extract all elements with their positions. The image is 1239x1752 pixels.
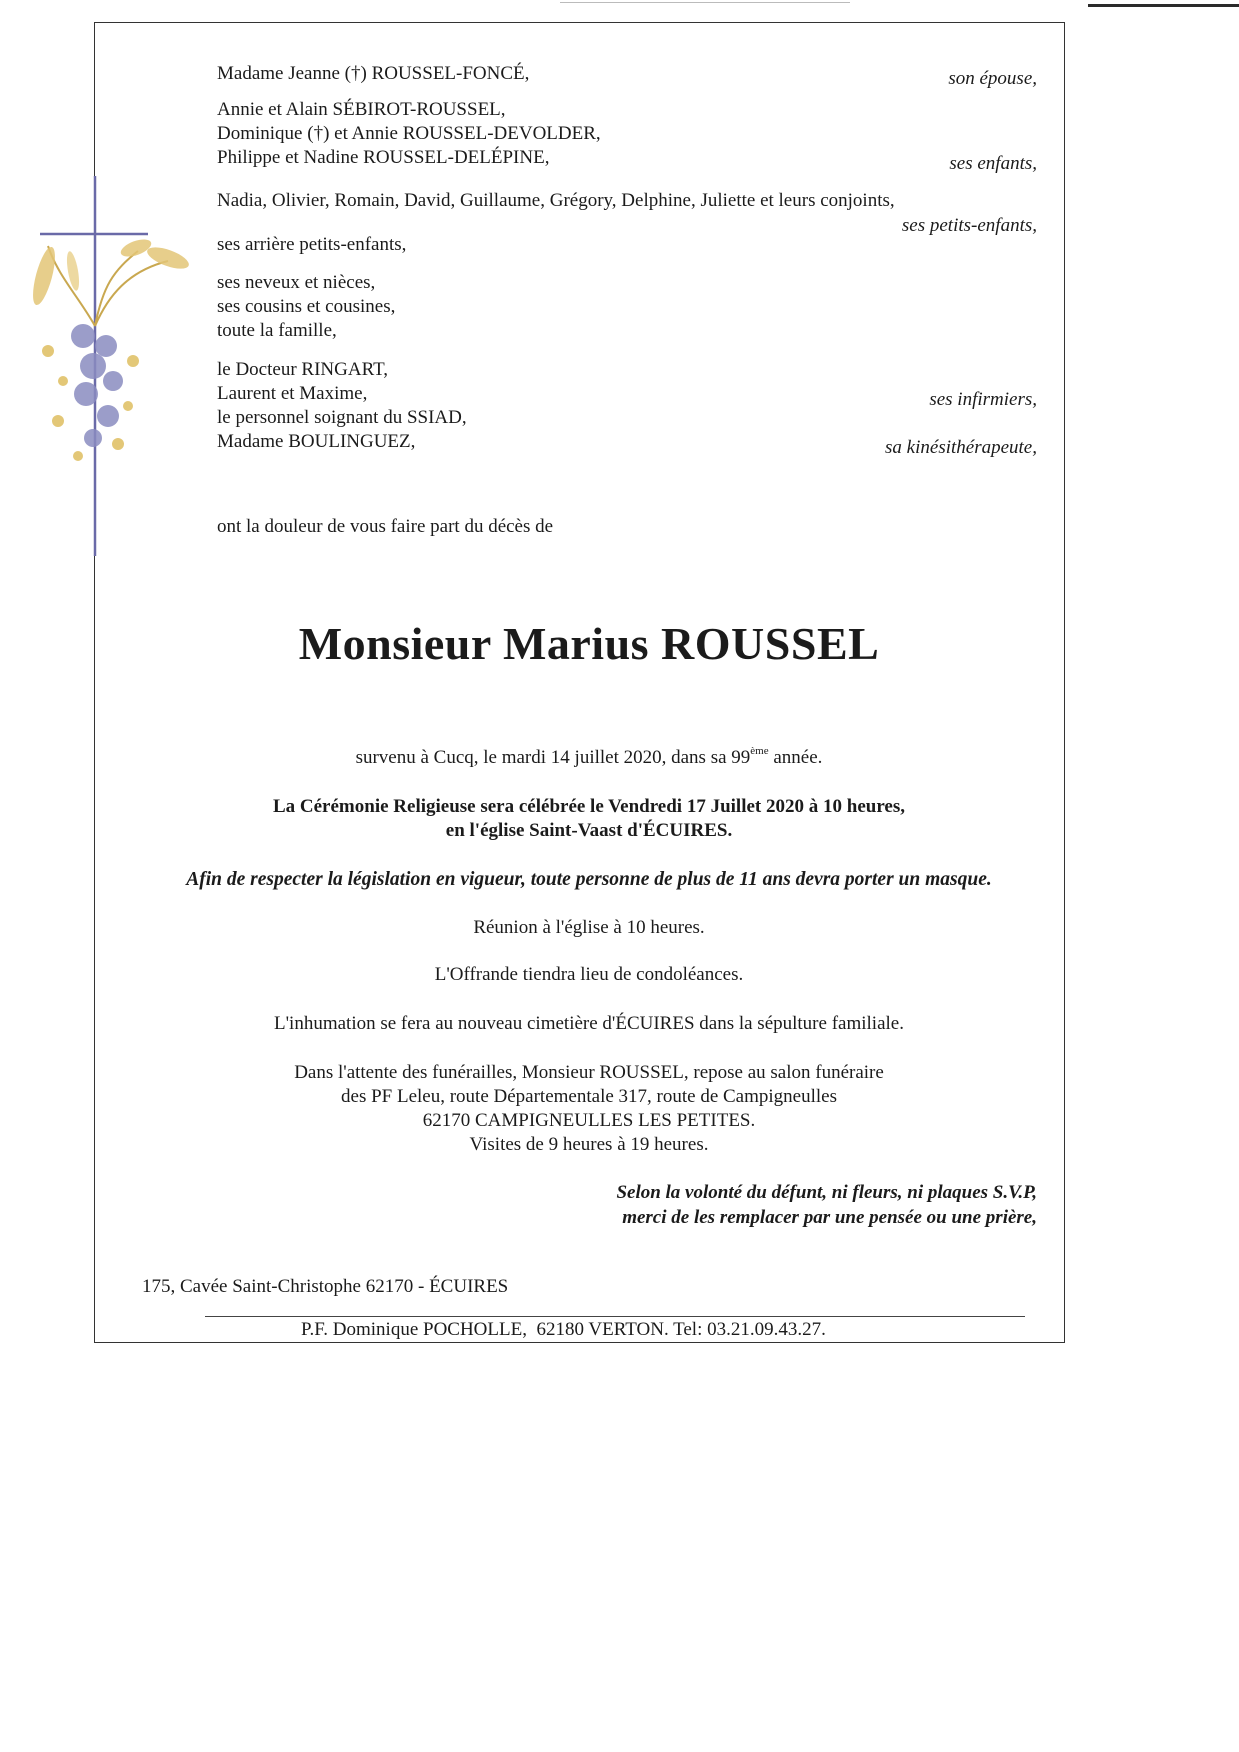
cross-wheat-flowers-icon [18,176,208,556]
caregiver-line-2: Laurent et Maxime, [217,383,368,404]
footer-divider [205,1316,1025,1317]
ceremony-line-1: La Cérémonie Religieuse sera célébrée le Vendredi 17 Juillet 2020 à 10 heures, [272,796,905,817]
burial-line: L'inhumation se fera au nouveau cimetière d'ÉCUIRES dans la sépulture familiale. [274,1013,904,1034]
caregiver-line-4: Madame BOULINGUEZ, [217,431,416,452]
death-text: survenu à Cucq, le mardi 14 juillet 2020, dans sa 99 [355,747,751,768]
wishes-line-2: merci de les remplacer par une pensée ou une prière, [622,1207,1037,1228]
death-line [94,746,1084,769]
death-text-end: année. [768,747,823,768]
scan-edge-line [560,2,850,3]
address-line: 175, Cavée Saint-Christophe 62170 - ÉCUIRES [142,1276,509,1297]
ceremony-line-2: en l'église Saint-Vaast d'ÉCUIRES. [445,820,733,841]
relatives-line-1: ses neveux et nièces, [217,272,376,293]
mask-notice: Afin de respecter la législation en vigueur, toute personne de plus de 11 ans devra porter un masque. [186,869,992,890]
reunion-line: Réunion à l'église à 10 heures. [473,917,705,938]
scan-edge-mark [1088,4,1239,7]
offering-line: L'Offrande tiendra lieu de condoléances. [434,964,744,985]
physio-role: sa kinésithérapeute, [885,437,1037,458]
announcement-line: ont la douleur de vous faire part du décès de [217,516,554,537]
viewing-line-1: Dans l'attente des funérailles, Monsieur ROUSSEL, repose au salon funéraire [294,1062,884,1083]
grandchildren-line: Nadia, Olivier, Romain, David, Guillaume, Grégory, Delphine, Juliette et leurs conjoints, [217,190,895,211]
death-superscript: ème [750,745,769,757]
wishes-line-1: Selon la volonté du défunt, ni fleurs, ni plaques S.V.P, [616,1182,1037,1203]
relatives-line-2: ses cousins et cousines, [217,296,396,317]
great-grandchildren-line: ses arrière petits-enfants, [217,234,407,255]
viewing-line-3: 62170 CAMPIGNEULLES LES PETITES. [422,1110,756,1131]
funeral-home-line: P.F. Dominique POCHOLLE, 62180 VERTON. Tel: 03.21.09.43.27. [301,1319,826,1340]
nurses-role: ses infirmiers, [929,389,1037,410]
caregiver-line-3: le personnel soignant du SSIAD, [217,407,467,428]
children-role: ses enfants, [949,153,1037,174]
spouse-line: Madame Jeanne (†) ROUSSEL-FONCÉ, [217,63,530,84]
child-line-2: Dominique (†) et Annie ROUSSEL-DEVOLDER, [217,123,601,144]
deceased-name: Monsieur Marius ROUSSEL [298,618,880,669]
relatives-line-3: toute la famille, [217,320,337,341]
grandchildren-role: ses petits-enfants, [901,215,1037,236]
caregiver-line-1: le Docteur RINGART, [217,359,389,380]
child-line-1: Annie et Alain SÉBIROT-ROUSSEL, [217,99,506,120]
child-line-3: Philippe et Nadine ROUSSEL-DELÉPINE, [217,147,550,168]
viewing-line-4: Visites de 9 heures à 19 heures. [469,1134,709,1155]
viewing-line-2: des PF Leleu, route Départementale 317, route de Campigneulles [341,1086,837,1107]
spouse-role: son épouse, [948,68,1037,89]
